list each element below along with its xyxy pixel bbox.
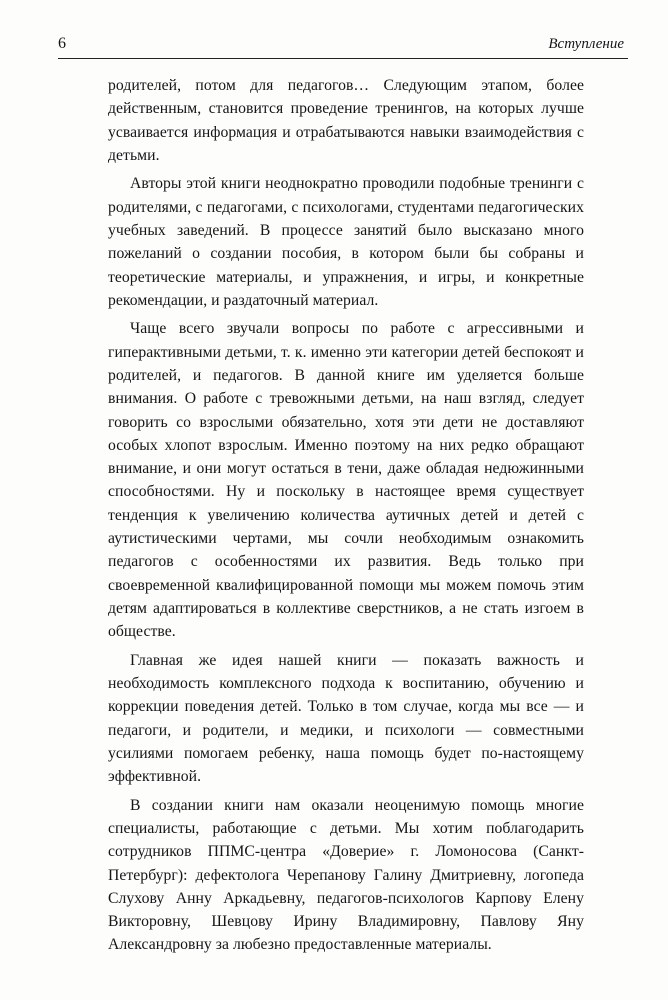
page-number: 6 xyxy=(58,35,66,52)
paragraph: родителей, потом для педагогов… Следующим этапом, более действенным, становится проведение тренингов, на которых лучше усваивается информация и отрабатываются навыки взаимодействия с детьми. xyxy=(108,77,584,164)
paragraph: Главная же идея нашей книги — показать важность и необходимость комплексного подхода к воспитанию, обучению и коррекции поведения детей. Только в том случае, когда мы все — и педагоги, и родители, и медики, и психологи — совместными усилиями помогаем ребенку, наша помощь будет по-настоящему эффективной. xyxy=(108,651,584,786)
header-rule xyxy=(58,58,628,59)
paragraph: Авторы этой книги неоднократно проводили подобные тренинги с родителями, с педагогами, с психологами, студентами педагогических учебных заведений. В процессе занятий было высказано много пожеланий о создании пособия, в котором были бы собраны и теоретические материалы, и упражнения, и игры, и конкретные рекомендации, и раздаточный материал. xyxy=(108,175,584,309)
running-title: Вступление xyxy=(548,36,624,52)
paragraph: В создании книги нам оказали неоценимую помощь многие специалисты, работающие с детьми. Мы хотим поблагодарить сотрудников ППМС-центра «Доверие» г. Ломоносова (Санкт-Петербург): дефектолога Черепанову Галину Дмитриевну, логопеда Слухову Анну Аркадьевну, педагогов-психологов Карпову Елену Викторовну, Шевцову Ирину Владимировну, Павлову Яну Александровну за любезно предоставленные материалы. xyxy=(108,796,584,954)
paragraph: Чаще всего звучали вопросы по работе с агрессивными и гиперактивными детьми, т. к. именно эти категории детей беспокоят и родителей, и педагогов. В данной книге им уделяется больше внимания. О работе с тревожными детьми, на наш взгляд, следует говорить со взрослыми обязательно, хотя эти дети не доставляют особых хлопот взрослым. Именно поэтому на них редко обращают внимание, и они могут остаться в тени, даже обладая недюжинными способностями. Ну и поскольку в настоящее время существует тенденция к увеличению количества аутичных детей и детей с аутистическими чертами, мы сочли необходимым ознакомить педагогов с особенностями их развития. Ведь только при своевременной квалифицированной помощи мы можем помочь этим детям адаптироваться в коллективе сверстников, а не стать изгоем в обществе. xyxy=(108,320,584,641)
body-text xyxy=(108,74,584,962)
